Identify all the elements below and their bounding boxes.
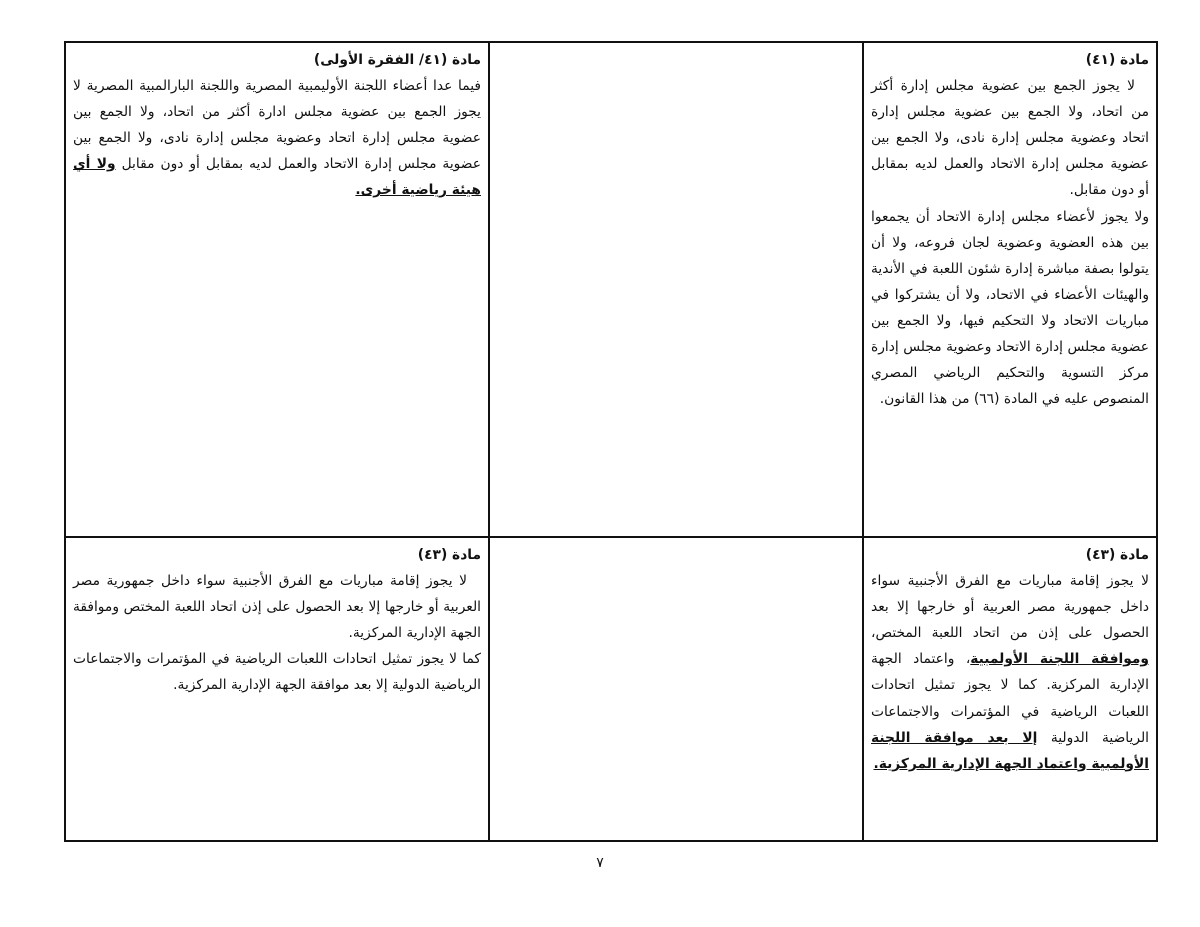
article-text: لا يجوز إقامة مباريات مع الفرق الأجنبية سواء داخل جمهورية مصر العربية أو خارجها إلا بعد الحصول على إذن من اتحاد اللعبة المختص، <box>871 573 1149 642</box>
article-title: مادة (٤١) <box>1085 52 1149 68</box>
added-text-highlight: وموافقة اللجنة الأولمبية <box>970 651 1150 668</box>
article-paragraph: لا يجوز الجمع بين عضوية مجلس إدارة أكثر من اتحاد، ولا الجمع بين عضوية مجلس إدارة اتحاد وعضوية مجلس إدارة نادى، ولا الجمع بين عضوية مجلس إدارة الاتحاد والعمل لديه بمقابل أو دون مقابل. <box>871 78 1149 199</box>
added-text-highlight: ولا أي هيئة رياضية أخرى. <box>73 156 481 199</box>
article-text: فيما عدا أعضاء اللجنة الأوليمبية المصرية واللجنة البارالمبية المصرية لا يجوز الجمع بين عضوية مجلس ادارة أكثر من اتحاد، ولا الجمع بين عضوية مجلس إدارة اتحاد وعضوية مجلس إدارة نادى، ولا الجمع بين عضوية مجلس إدارة الاتحاد والعمل لديه بمقابل أو دون مقابل <box>73 78 481 173</box>
empty-middle-cell <box>489 42 863 537</box>
added-text-highlight: إلا بعد موافقة اللجنة الأولمبية واعتماد الجهة الإدارية المركزية. <box>871 729 1149 772</box>
empty-middle-cell <box>489 537 863 841</box>
amended-article-41-cell <box>65 42 489 537</box>
article-text: ، واعتماد الجهة الإدارية المركزية. كما لا يجوز تمثيل اتحادات اللعبات الرياضية في المؤتمرات والاجتماعات الرياضية الدولية <box>871 651 1149 746</box>
original-article-43-cell <box>863 537 1157 841</box>
original-article-41-cell <box>863 42 1157 537</box>
article-paragraph: كما لا يجوز تمثيل اتحادات اللعبات الرياضية في المؤتمرات والاجتماعات الرياضية الدولية إلا بعد موافقة الجهة الإدارية المركزية. <box>73 651 481 694</box>
page-number: ٧ <box>596 855 604 871</box>
table-row <box>65 537 1157 841</box>
article-paragraph: ولا يجوز لأعضاء مجلس إدارة الاتحاد أن يجمعوا بين هذه العضوية وعضوية لجان فروعه، ولا أن يتولوا بصفة مباشرة إدارة شئون اللعبة في الأندية والهيئات الأعضاء في الاتحاد، ولا أن يشتركوا في مباريات الاتحاد ولا التحكيم فيها، ولا الجمع بين عضوية مجلس إدارة الاتحاد وعضوية مجلس إدارة مركز التسوية والتحكيم الرياضي المصري المنصوص عليه في المادة (٦٦) من هذا القانون. <box>871 208 1149 408</box>
article-paragraph: لا يجوز إقامة مباريات مع الفرق الأجنبية سواء داخل جمهورية مصر العربية أو خارجها إلا بعد الحصول على إذن اتحاد اللعبة المختص وموافقة الجهة الإدارية المركزية. <box>73 573 481 642</box>
article-title: مادة (٤١/ الفقرة الأولى) <box>313 52 481 68</box>
article-title: مادة (٤٣) <box>1085 547 1149 563</box>
comparison-table <box>64 41 1158 842</box>
amended-article-43-cell <box>65 537 489 841</box>
article-title: مادة (٤٣) <box>417 547 481 563</box>
table-row <box>65 42 1157 537</box>
